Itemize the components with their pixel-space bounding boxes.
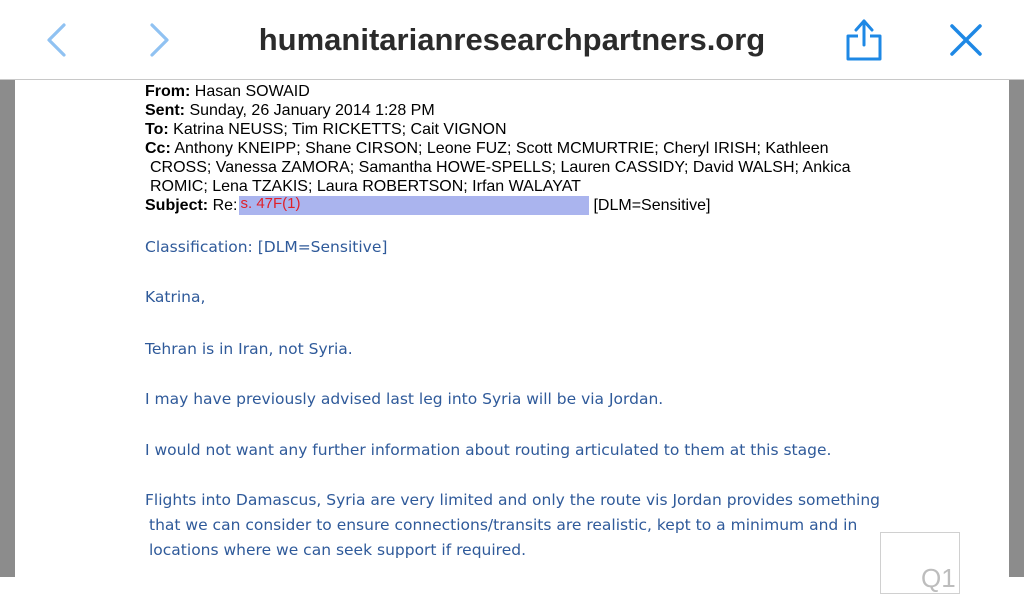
chevron-right-icon: [148, 22, 172, 58]
classification-line: [145, 235, 885, 260]
chevron-left-icon: [44, 22, 68, 58]
cc-row: [145, 139, 845, 158]
paragraph-4-line2: that we can consider to ensure connections/transits are realistic, kept to a minimum and in: [149, 516, 858, 534]
url-title[interactable]: humanitarianresearchpartners.org: [258, 22, 766, 57]
paragraph-1: [145, 337, 885, 362]
sent-label: Sent:: [145, 102, 185, 119]
from-value: Hasan SOWAID: [194, 83, 310, 100]
paragraph-2-text: I may have previously advised last leg into Syria will be via Jordan.: [145, 390, 664, 408]
paragraph-1-text: Tehran is in Iran, not Syria.: [145, 340, 353, 358]
subject-label: Subject:: [145, 197, 209, 214]
page-stamp-text: Q1: [921, 563, 956, 593]
paragraph-3-text: I would not want any further information about routing articulated to them at this stage.: [145, 441, 832, 459]
subject-suffix: [DLM=Sensitive]: [593, 197, 711, 214]
to-row: [145, 120, 845, 139]
from-label: From:: [145, 83, 191, 100]
cc-value-line3: ROMIC; Lena TZAKIS; Laura ROBERTSON; Irfan WALAYAT: [150, 178, 581, 195]
document-viewer[interactable]: [0, 80, 1024, 593]
paragraph-2: [145, 387, 885, 412]
from-row: [145, 82, 845, 101]
paragraph-4-line3: locations where we can seek support if required.: [149, 541, 526, 559]
paragraph-4: [145, 488, 885, 563]
to-label: To:: [145, 121, 169, 138]
sent-row: [145, 101, 845, 120]
subject-row: [145, 196, 845, 215]
redaction-code: s. 47F(1): [240, 195, 301, 212]
cc-value-line2: CROSS; Vanessa ZAMORA; Samantha HOWE-SPELLS; Lauren CASSIDY; David WALSH; Ankica: [150, 159, 851, 176]
paragraph-3: [145, 438, 885, 463]
greeting-text: Katrina,: [145, 288, 206, 306]
to-value: Katrina NEUSS; Tim RICKETTS; Cait VIGNON: [173, 121, 507, 138]
close-button[interactable]: [944, 18, 988, 62]
sent-value: Sunday, 26 January 2014 1:28 PM: [189, 102, 435, 119]
paragraph-4-line1: Flights into Damascus, Syria are very limited and only the route vis Jordan provides something: [145, 491, 881, 509]
email-header: [145, 82, 851, 215]
browser-toolbar: [0, 0, 1024, 80]
share-icon: [844, 18, 884, 62]
back-button[interactable]: [34, 18, 78, 62]
redaction-box: [239, 196, 589, 215]
close-icon: [949, 23, 983, 57]
page-stamp-box: [880, 532, 960, 594]
forward-button[interactable]: [138, 18, 182, 62]
document-page[interactable]: [15, 80, 1009, 593]
cc-value-line1: Anthony KNEIPP; Shane CIRSON; Leone FUZ; Scott MCMURTRIE; Cheryl IRISH; Kathleen: [174, 140, 829, 157]
subject-prefix: Re:: [212, 197, 238, 214]
cc-label: Cc:: [145, 140, 171, 157]
classification-text: Classification: [DLM=Sensitive]: [145, 238, 388, 256]
greeting-line: [145, 285, 885, 310]
share-button[interactable]: [842, 18, 886, 62]
